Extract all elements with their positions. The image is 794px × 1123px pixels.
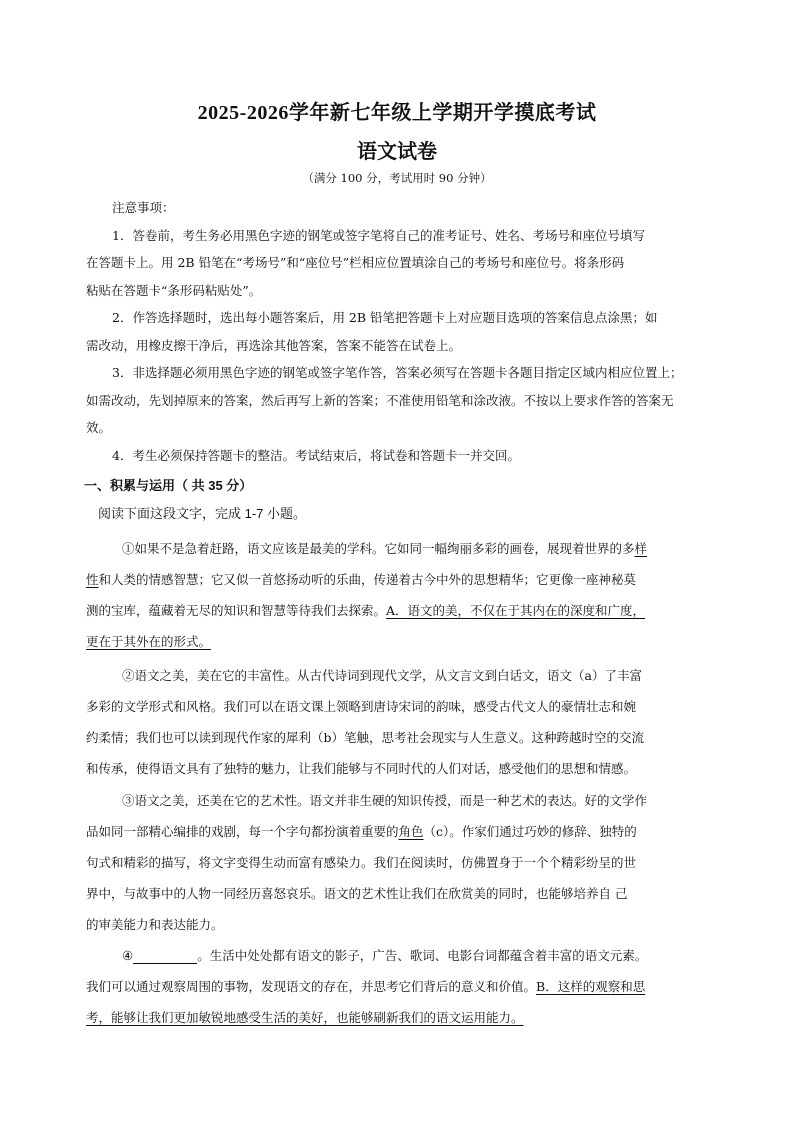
note-3-line-2: 如需改动，先划掉原来的答案，然后再写上新的答案；不准使用铅笔和涂改液。不按以上要求作答的答案无: [86, 392, 674, 408]
p1-line-4: [86, 626, 718, 657]
p3-line-3: 句式和精彩的描写，将文字变得生动而富有感染力。我们在阅读时，仿佛置身于一个个精彩纷呈的世: [86, 855, 637, 870]
passage-paragraph-3: [86, 785, 718, 940]
section-1-heading: 一、积累与运用（ 共 35 分）: [84, 478, 253, 493]
passage-paragraph-1: [86, 533, 718, 657]
p2-line-2: 多彩的文学形式和风格。我们可以在语文课上领略到唐诗宋词的韵味，感受古代文人的豪情壮志和婉: [86, 699, 637, 714]
note-1-line-3: 粘贴在答题卡“条形码粘贴处”。: [86, 282, 262, 298]
note-3-line-1: 3．非选择题必须用黑色字迹的钢笔或签字笔作答，答案必须写在答题卡各题目指定区域内相应位置上；: [112, 365, 683, 380]
p1-line-2: 性和人类的情感智慧；它又似一首悠扬动听的乐曲，传递着古今中外的思想精华；它更像一座神秘莫: [86, 572, 637, 587]
p3-line-2: 品如同一部精心编排的戏剧，每一个字句都扮演着重要的角色（c）。作家们通过巧妙的修辞、独特的: [86, 824, 637, 839]
p2-line-4: 和传承，使得语文具有了独特的魅力，让我们能够与不同时代的人们对话，感受他们的思想和情感。: [86, 761, 637, 776]
p4-line-1: ④ 。生活中处处都有语文的影子，广告、歌词、电影台词都蕴含着丰富的语文元素。: [122, 948, 648, 963]
exam-meta: （满分 100 分，考试用时 90 分钟）: [302, 171, 492, 185]
p3-line-4: 界中，与故事中的人物一同经历喜怒哀乐。语文的艺术性让我们在欣赏美的同时，也能够培养自 己: [86, 886, 628, 901]
notes-block: [86, 194, 718, 469]
sentence-b: B．这样的观察和思: [536, 979, 646, 994]
p4-line-2: 我们可以通过观察周围的事物，发现语文的存在，并思考它们背后的意义和价值。B．这样的观察和思: [86, 979, 646, 994]
exam-subtitle: 语文试卷: [357, 141, 437, 163]
note-1-line-2: 在答题卡上。用 2B 铅笔在“考场号”和“座位号”栏相应位置填涂自己的考场号和座位号。将条形码: [86, 255, 625, 270]
sentence-a-cont: 更在于其外在的形式。: [86, 634, 212, 649]
p2-line-1: ②语文之美，美在它的丰富性。从古代诗词到现代文学，从文言文到白话文，语文（a）了丰富: [122, 668, 642, 683]
passage-paragraph-4: [86, 940, 718, 1033]
underlined-word-juese: 角色: [398, 824, 424, 839]
p3-line-5: 的审美能力和表达能力。: [86, 917, 224, 932]
p1-line-1: ①如果不是急着赶路，语文应该是最美的学科。它如同一幅绚丽多彩的画卷，展现着世界的多样: [122, 541, 648, 556]
p1-line-3: 测的宝库，蕴藏着无尽的知识和智慧等待我们去探索。A．语文的美，不仅在于其内在的深度和广度，: [86, 603, 646, 618]
passage-paragraph-2: [86, 660, 718, 784]
exam-title: 2025-2026学年新七年级上学期开学摸底考试: [197, 102, 597, 124]
p4-line-3: [86, 1002, 718, 1033]
note-2-line-1: 2．作答选择题时，选出每小题答案后，用 2B 铅笔把答题卡上对应题目选项的答案信息点涂黑；如: [112, 310, 658, 325]
note-1-line-1: 1．答卷前，考生务必用黑色字迹的钢笔或签字笔将自己的准考证号、姓名、考场号和座位号填写: [112, 227, 645, 243]
sentence-a: A．语文的美，不仅在于其内在的深度和广度，: [386, 603, 646, 618]
sentence-b-cont: 考，能够让我们更加敏锐地感受生活的美好，也能够刷新我们的语文运用能力。: [86, 1010, 524, 1025]
notes-heading: 注意事项：: [112, 200, 175, 215]
section-1: [86, 472, 718, 527]
p3-line-1: ③语文之美，还美在它的艺术性。语文并非生硬的知识传授，而是一种艺术的表达。好的文学作: [122, 793, 648, 808]
section-1-prompt: 阅读下面这段文字，完成 1-7 小题。: [98, 505, 307, 521]
fill-in-blank: [133, 949, 197, 964]
note-3-line-3: 效。: [86, 420, 112, 435]
note-2-line-2: 需改动，用橡皮擦干净后，再选涂其他答案，答案不能答在试卷上。: [86, 337, 462, 353]
note-4-line-1: 4．考生必须保持答题卡的整洁。考试结束后，将试卷和答题卡一并交回。: [112, 447, 520, 463]
p2-line-3: 约柔情；我们也可以读到现代作家的犀利（b）笔触，思考社会现实与人生意义。这种跨越时空的交流: [86, 730, 645, 745]
